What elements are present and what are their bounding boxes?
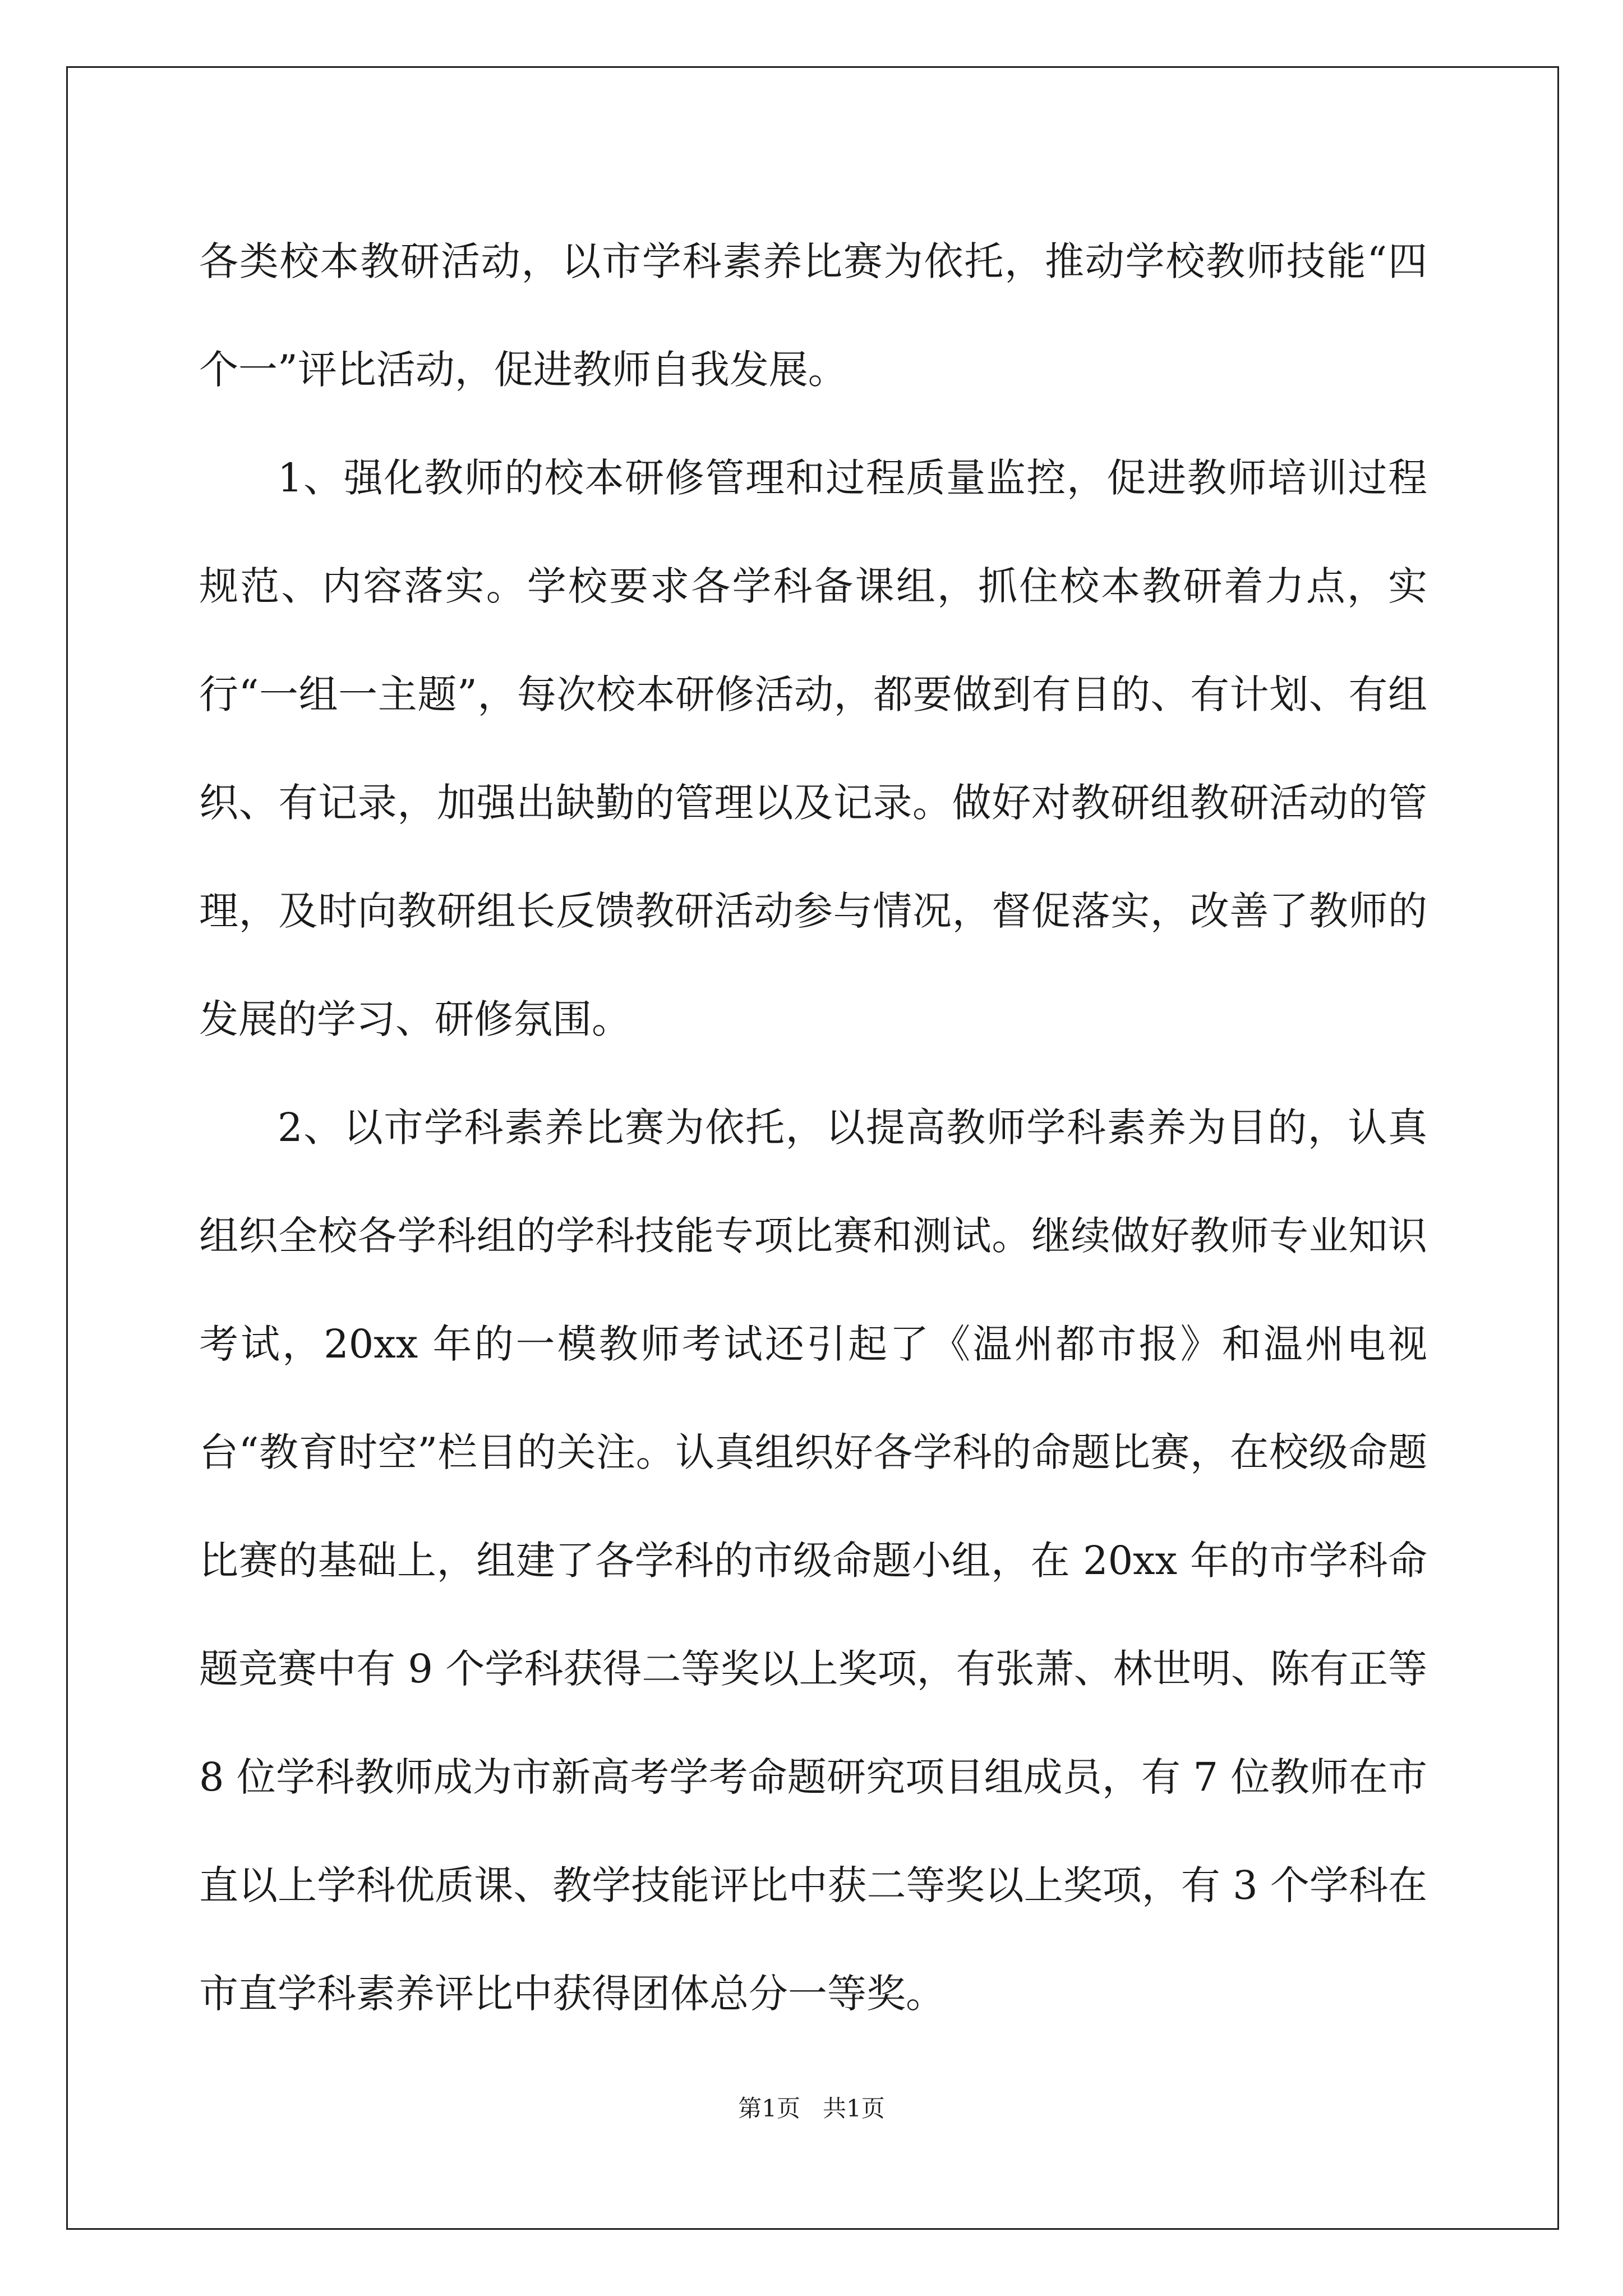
paragraph-continuation: 各类校本教研活动，以市学科素养比赛为依托，推动学校教师技能“四个一”评比活动，促进教师自我发展。 [199, 238, 1427, 393]
paragraph-item-2: 2、以市学科素养比赛为依托，以提高教师学科素养为目的，认真组织全校各学科组的学科技能专项比赛和测试。继续做好教师专业知识考试，20xx 年的一模教师考试还引起了《温州都市报》和温州电视台“教育时空”栏目的关注。认真组织好各学科的命题比赛，在校级命题比赛的基础上，组建了各学科的市级命题小组，在 20xx 年的市学科命题竞赛中有 9 个学科获得二等奖以上奖项，有张萧、林世明、陈有正等 8 位学科教师成为市新高考学考命题研究项目组成员，有 7 位教师在市直以上学科优质课、教学技能评比中获二等奖以上奖项，有 3 个学科在市直学科素养评比中获得团体总分一等奖。 [199, 1105, 1427, 2017]
page-number-footer: 第1页 共1页 [738, 2095, 885, 2122]
paragraph-item-1: 1、强化教师的校本研修管理和过程质量监控，促进教师培训过程规范、内容落实。学校要求各学科备课组，抓住校本教研着力点，实行“一组一主题”，每次校本研修活动，都要做到有目的、有计划、有组织、有记录，加强出缺勤的管理以及记录。做好对教研组教研活动的管理，及时向教研组长反馈教研活动参与情况，督促落实，改善了教师的发展的学习、研修氛围。 [199, 455, 1427, 1042]
document-body [199, 208, 1427, 2048]
